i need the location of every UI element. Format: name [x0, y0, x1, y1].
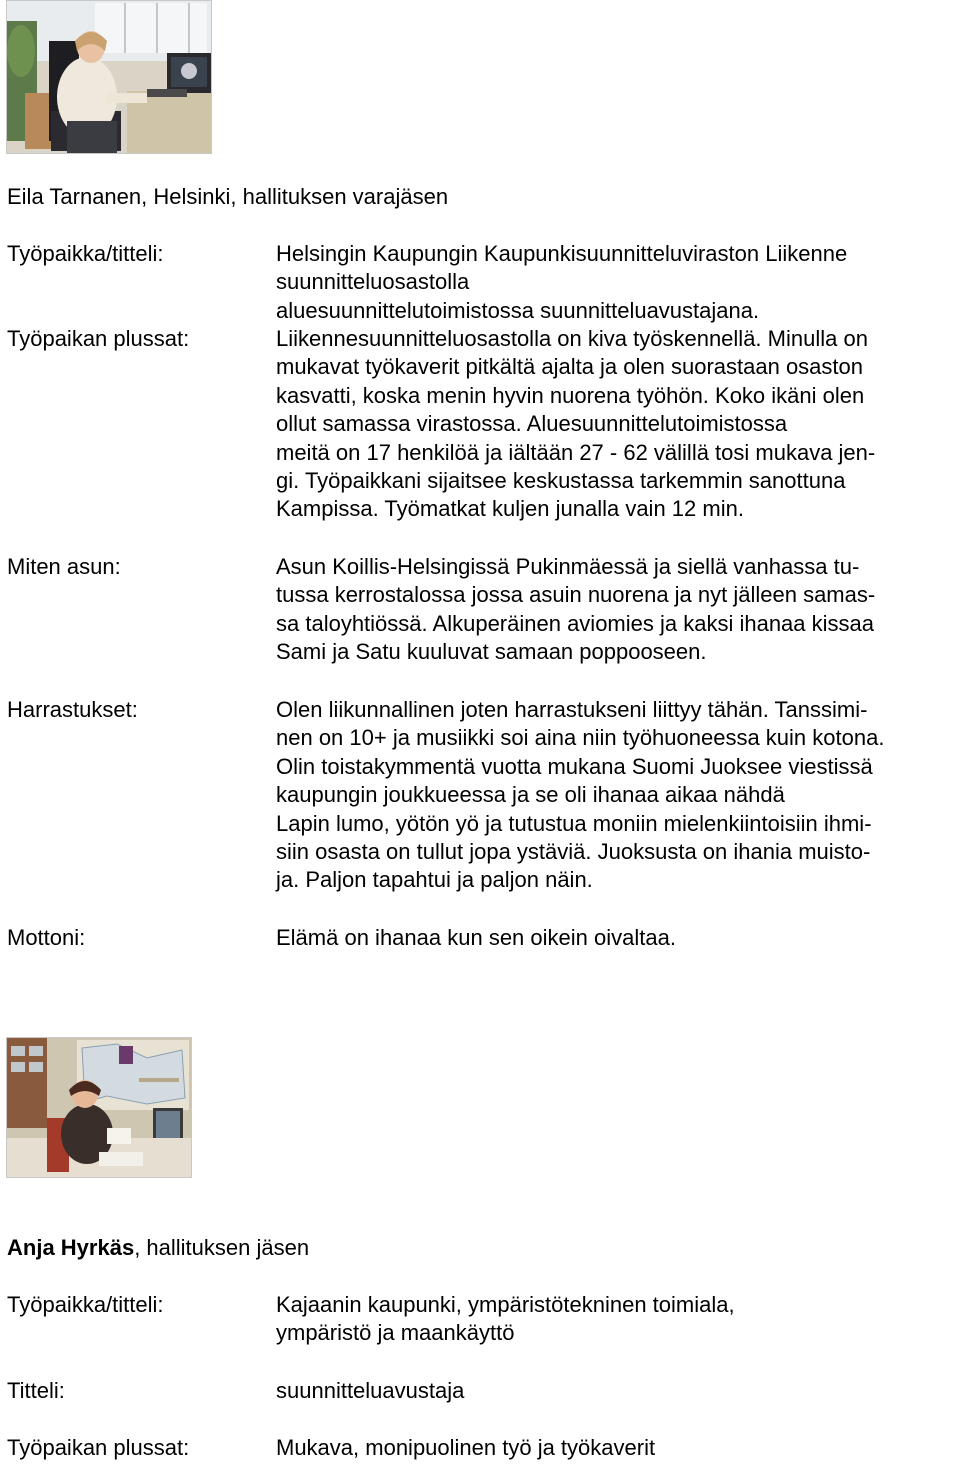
text-line: Olen liikunnallinen joten harrastukseni liittyy tähän. Tanssimi-: [276, 697, 868, 722]
text-line: Liikennesuunnitteluosastolla on kiva työskennellä. Minulla on: [276, 326, 868, 351]
text-line: gi. Työpaikkani sijaitsee keskustassa tarkemmin sanottuna: [276, 467, 846, 493]
person2-name-title: [7, 1234, 309, 1262]
person1-label-motto: Mottoni:: [7, 925, 86, 950]
text-line: Kajaanin kaupunki, ympäristötekninen toimiala,: [276, 1292, 735, 1317]
person2-label-workplace: Työpaikka/titteli:: [7, 1292, 164, 1317]
text-line: ympäristö ja maankäyttö: [276, 1320, 515, 1346]
person2-value-pluses: [276, 1434, 960, 1462]
person2-name: Anja Hyrkäs: [7, 1235, 135, 1260]
text-line: Elämä on ihanaa kun sen oikein oivaltaa.: [276, 925, 676, 950]
text-line: kaupungin joukkueessa ja se oli ihanaa aikaa nähdä: [276, 782, 785, 808]
person1-value-workplace: [276, 240, 960, 325]
text-line: aluesuunnittelutoimistossa suunnitteluavustajana.: [276, 297, 760, 323]
text-line: sa taloyhtiössä. Alkuperäinen aviomies ja kaksi ihanaa kissaa: [276, 610, 874, 636]
text-line: Lapin lumo, yötön yö ja tutustua moniin mielenkiintoisiin ihmi-: [276, 810, 872, 836]
person2-label-title: Titteli:: [7, 1378, 65, 1403]
text-line: kasvatti, koska menin hyvin nuorena työhön. Koko ikäni olen: [276, 382, 865, 408]
text-line: Mukava, monipuolinen työ ja työkaverit: [276, 1435, 656, 1460]
person1-label-pluses: Työpaikan plussat:: [7, 326, 190, 351]
person1-label-housing: Miten asun:: [7, 554, 121, 579]
text-line: Sami ja Satu kuuluvat samaan poppooseen.: [276, 639, 707, 665]
text-line: Kampissa. Työmatkat kuljen junalla vain 12 min.: [276, 496, 744, 522]
person1-value-housing: [276, 553, 960, 667]
person1-value-motto: [276, 924, 960, 952]
person2-role: , hallituksen jäsen: [134, 1235, 310, 1260]
text-line: tussa kerrostalossa jossa asuin nuorena ja nyt jälleen samas-: [276, 582, 876, 608]
text-line: meitä on 17 henkilöä ja iältään 27 - 62 välillä tosi mukava jen-: [276, 439, 876, 465]
text-line: ollut samassa virastossa. Aluesuunnittelutoimistossa: [276, 411, 788, 437]
text-line: Helsingin Kaupungin Kaupunkisuunnitteluviraston Liikenne: [276, 241, 848, 266]
person2-label-pluses: Työpaikan plussat:: [7, 1435, 190, 1460]
text-line: Olin toistakymmentä vuotta mukana Suomi Juoksee viestissä: [276, 753, 873, 779]
person2-photo: [6, 1037, 192, 1178]
text-line: ja. Paljon tapahtui ja paljon näin.: [276, 867, 593, 893]
office-photo-image: [7, 1038, 191, 1177]
text-line: Asun Koillis-Helsingissä Pukinmäessä ja siellä vanhassa tu-: [276, 554, 860, 579]
text-line: suunnitteluosastolla: [276, 269, 470, 295]
person1-name-title: [7, 183, 448, 211]
person1-value-pluses: [276, 325, 960, 524]
text-line: suunnitteluavustaja: [276, 1378, 465, 1403]
person2-value-title: [276, 1377, 960, 1405]
office-photo-image: [7, 1, 211, 153]
text-line: nen on 10+ ja musiikki soi aina niin työhuoneessa kuin kotona.: [276, 725, 885, 751]
person1-photo: [6, 0, 212, 154]
person1-value-hobbies: [276, 696, 960, 895]
person1-label-workplace: Työpaikka/titteli:: [7, 241, 164, 266]
person1-label-hobbies: Harrastukset:: [7, 697, 138, 722]
person2-value-workplace: [276, 1291, 960, 1348]
person1-name: Eila Tarnanen, Helsinki, hallituksen varajäsen: [7, 184, 449, 209]
text-line: mukavat työkaverit pitkältä ajalta ja olen suorastaan osaston: [276, 354, 863, 380]
text-line: siin osasta on tullut jopa ystäviä. Juoksusta on ihania muisto-: [276, 838, 871, 864]
